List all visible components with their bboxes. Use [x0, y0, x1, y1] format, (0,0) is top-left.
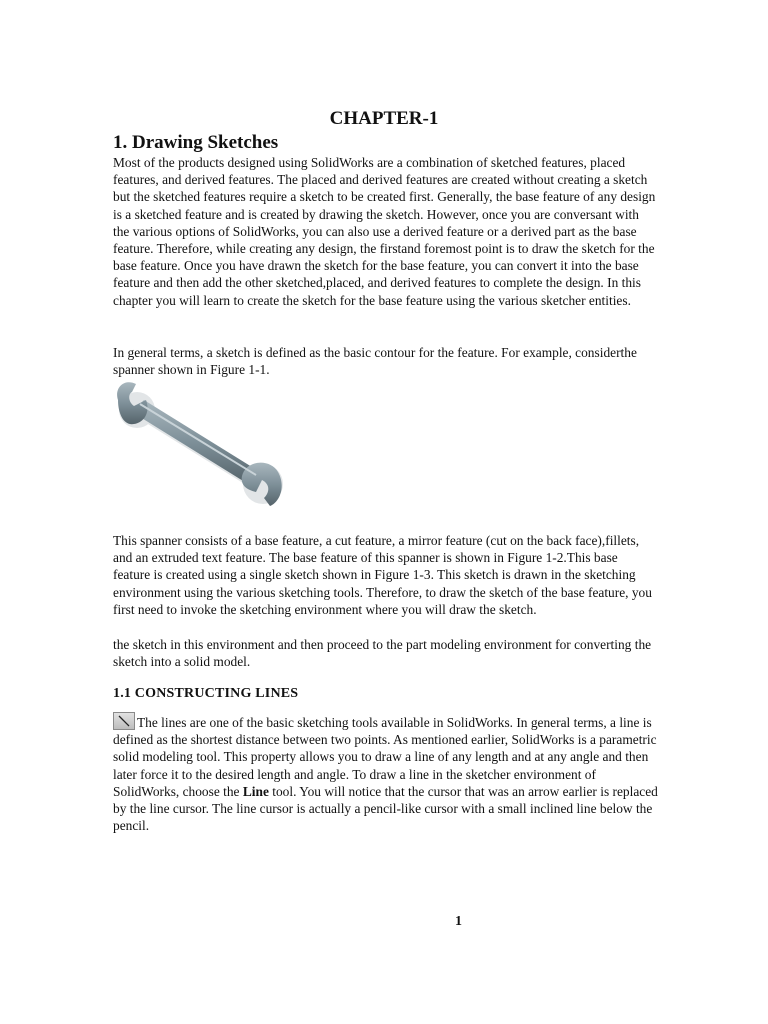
- definition-paragraph: In general terms, a sketch is defined as the basic contour for the feature. For example, considerthe spanner shown in Figure 1-1.: [113, 345, 637, 378]
- chapter-title: CHAPTER-1: [329, 108, 439, 129]
- lines-paragraph-text-2: tool. You will notice that the cursor that was an arrow earlier is replaced by the line cursor. The line cursor is actually a pencil-like cursor with a small inclined line below the pencil.: [113, 783, 658, 834]
- wrench-icon: [110, 380, 290, 510]
- intro-paragraph: Most of the products designed using SolidWorks are a combination of sketched features, placed features, and derived features. The placed and derived features are created without creating a sketch but the sketched features require a sketch to be created first. Generally, the base feature of any design is a sketched feature and is created by drawing the sketch. However, once you are conversant with the various options of SolidWorks, you can also use a derived feature or a derived part as the base feature. Therefore, while creating any design, the firstand foremost point is to draw the sketch for the base feature. Once you have drawn the sketch for the base feature, you can convert it into the base feature and then add the other sketched,placed, and derived features to complete the design. In this chapter you will learn to create the sketch for the base feature using the various sketcher entities.: [113, 155, 656, 308]
- constructing-lines-heading: 1.1 CONSTRUCTING LINES: [113, 686, 299, 701]
- lines-paragraph: [113, 712, 658, 834]
- spanner-paragraph: This spanner consists of a base feature, a cut feature, a mirror feature (cut on the back face),fillets, and an extruded text feature. The base feature of this spanner is shown in Figure 1-2.This base feature is created using a single sketch shown in Figure 1-3. This sketch is drawn in the sketching environment using the various sketching tools. Therefore, to draw the sketch of the base feature, you first need to invoke the sketching environment where you will draw the sketch.: [113, 533, 652, 617]
- section-heading: 1. Drawing Sketches: [113, 132, 279, 153]
- page-number: 1: [455, 914, 462, 929]
- line-tool-name: Line: [242, 783, 269, 799]
- lines-paragraph-text-1: The lines are one of the basic sketching tools available in SolidWorks. In general terms, a line is defined as the shortest distance between two points. As mentioned earlier, SolidWorks is a parametric solid modeling tool. This property allows you to draw a line of any length and at any angle and then later force it to the desired length and angle. To draw a line in the sketcher environment of SolidWorks, choose the: [113, 715, 657, 799]
- continuation-paragraph: the sketch in this environment and then proceed to the part modeling environment for converting the sketch into a solid model.: [113, 637, 652, 670]
- line-tool-icon: [113, 712, 135, 730]
